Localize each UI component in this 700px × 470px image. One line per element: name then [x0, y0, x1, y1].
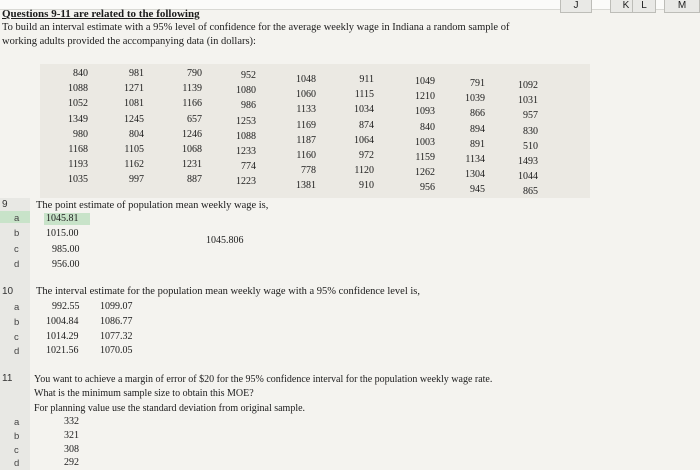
- question-10-text: The interval estimate for the population mean weekly wage with a 95% confidence level is,: [36, 286, 420, 297]
- table-cell: 1262: [415, 167, 435, 179]
- option-letter: d: [14, 259, 20, 270]
- option-letter: c: [14, 332, 19, 343]
- table-cell: 778: [301, 165, 316, 177]
- table-cell: 1039: [465, 93, 485, 105]
- table-cell: 510: [523, 140, 538, 152]
- table-cell: 1493: [518, 156, 538, 167]
- intro-text-line-1: To build an interval estimate with a 95% level of confidence for the average weekly wage in Indiana a random sample of: [2, 22, 510, 33]
- table-cell: 790: [187, 68, 202, 79]
- column-label: L: [641, 0, 647, 11]
- table-cell: 1092: [518, 80, 538, 91]
- table-cell: 1160: [296, 150, 316, 161]
- q11-option-d[interactable]: 292: [64, 457, 79, 468]
- q11-option-c[interactable]: 308: [64, 444, 79, 455]
- table-cell: 1081: [124, 98, 144, 110]
- table-cell: 1169: [296, 119, 316, 131]
- question-11-text-line-1: You want to achieve a margin of error of $20 for the 95% confidence interval for the population weekly wage rate.: [34, 374, 493, 385]
- question-number-9: 9: [2, 199, 8, 210]
- table-cell: 1133: [296, 104, 316, 116]
- table-cell: 840: [73, 68, 88, 79]
- table-cell: 1233: [236, 146, 256, 157]
- q9-option-c[interactable]: 985.00: [52, 244, 80, 255]
- option-letter: d: [14, 458, 20, 469]
- table-cell: 911: [359, 74, 374, 85]
- table-cell: 1349: [68, 113, 88, 125]
- table-cell: 1120: [354, 165, 374, 177]
- table-cell: 657: [187, 113, 202, 125]
- question-number-10: 10: [2, 286, 14, 297]
- table-cell: 1035: [68, 174, 88, 186]
- table-cell: 1048: [296, 74, 316, 85]
- table-cell: 804: [129, 128, 144, 140]
- table-cell: 1253: [236, 115, 256, 127]
- table-cell: 1304: [465, 169, 485, 181]
- table-cell: 986: [241, 100, 256, 112]
- column-label: M: [677, 0, 687, 11]
- table-cell: 1105: [124, 144, 144, 155]
- table-cell: 1139: [182, 83, 202, 95]
- question-number-11: 11: [2, 373, 13, 384]
- table-cell: 945: [470, 184, 485, 196]
- table-cell: 1031: [518, 95, 538, 107]
- table-cell: 972: [359, 150, 374, 161]
- table-cell: 894: [470, 123, 485, 135]
- table-cell: 1246: [182, 128, 202, 140]
- column-header-m[interactable]: [664, 0, 700, 13]
- table-cell: 957: [523, 110, 538, 122]
- table-cell: 1271: [124, 83, 144, 95]
- section-title: Questions 9-11 are related to the following: [2, 8, 200, 20]
- q11-option-a[interactable]: 332: [64, 416, 79, 427]
- q10-option-c-high[interactable]: 1077.32: [100, 331, 133, 342]
- table-cell: 830: [523, 125, 538, 137]
- table-cell: 956: [420, 182, 435, 194]
- wage-data-table: [40, 64, 590, 198]
- table-cell: 981: [129, 68, 144, 79]
- table-cell: 1064: [354, 134, 374, 146]
- table-cell: 865: [523, 186, 538, 198]
- option-letter: c: [14, 244, 19, 255]
- table-cell: 1231: [182, 159, 202, 171]
- table-cell: 887: [187, 174, 202, 186]
- column-header-j[interactable]: [560, 0, 592, 13]
- question-11-text-line-2: What is the minimum sample size to obtain this MOE?: [34, 388, 254, 399]
- table-cell: 1049: [415, 76, 435, 87]
- q10-option-c-low[interactable]: 1014.29: [46, 331, 79, 342]
- table-cell: 1080: [236, 85, 256, 97]
- q10-option-d-low[interactable]: 1021.56: [46, 345, 79, 356]
- table-cell: 1223: [236, 176, 256, 188]
- table-cell: 791: [470, 78, 485, 89]
- option-letter: a: [14, 302, 20, 313]
- table-cell: 1381: [296, 180, 316, 192]
- table-cell: 1115: [354, 89, 374, 101]
- table-cell: 1060: [296, 89, 316, 101]
- computed-mean-note: 1045.806: [206, 235, 244, 246]
- q10-option-b-low[interactable]: 1004.84: [46, 316, 79, 327]
- table-cell: 1034: [354, 104, 374, 116]
- table-cell: 1068: [182, 144, 202, 155]
- table-cell: 1187: [296, 134, 316, 146]
- question-11-text-line-3: For planning value use the standard deviation from original sample.: [34, 403, 306, 414]
- table-cell: 1168: [68, 144, 88, 155]
- q10-option-b-high[interactable]: 1086.77: [100, 316, 133, 327]
- table-cell: 1162: [124, 159, 144, 171]
- table-cell: 874: [359, 119, 374, 131]
- table-cell: 1088: [236, 130, 256, 142]
- table-cell: 1088: [68, 83, 88, 95]
- q10-option-d-high[interactable]: 1070.05: [100, 345, 133, 356]
- table-cell: 774: [241, 161, 256, 173]
- table-cell: 1193: [68, 159, 88, 171]
- option-letter: b: [14, 431, 20, 442]
- table-cell: 1166: [182, 98, 202, 110]
- intro-text-line-2: working adults provided the accompanying data (in dollars):: [2, 36, 256, 47]
- table-cell: 1052: [68, 98, 88, 110]
- table-cell: 1210: [415, 91, 435, 103]
- table-cell: 1245: [124, 113, 144, 125]
- option-letter: c: [14, 445, 19, 456]
- table-cell: 840: [420, 121, 435, 133]
- q10-option-a-low[interactable]: 992.55: [52, 301, 80, 312]
- table-cell: 952: [241, 70, 256, 81]
- table-cell: 997: [129, 174, 144, 186]
- table-cell: 910: [359, 180, 374, 192]
- table-cell: 1044: [518, 171, 538, 183]
- column-label: J: [573, 0, 579, 11]
- table-cell: 1093: [415, 106, 435, 118]
- q9-option-d[interactable]: 956.00: [52, 259, 80, 270]
- option-letter: a: [14, 213, 20, 224]
- q9-option-a[interactable]: 1045.81: [46, 213, 79, 224]
- option-letter: b: [14, 228, 20, 239]
- table-cell: 980: [73, 128, 88, 140]
- column-header-l[interactable]: [632, 0, 656, 13]
- option-letter: a: [14, 417, 20, 428]
- column-label: K: [622, 0, 630, 11]
- question-9-text: The point estimate of population mean weekly wage is,: [36, 200, 269, 211]
- table-cell: 1159: [415, 152, 435, 163]
- q9-option-b[interactable]: 1015.00: [46, 228, 79, 239]
- q11-option-b[interactable]: 321: [64, 430, 79, 441]
- table-cell: 866: [470, 108, 485, 120]
- table-cell: 1003: [415, 136, 435, 148]
- option-letter: d: [14, 346, 20, 357]
- q10-option-a-high[interactable]: 1099.07: [100, 301, 133, 312]
- table-cell: 891: [470, 138, 485, 150]
- table-cell: 1134: [465, 154, 485, 165]
- option-letter: b: [14, 317, 20, 328]
